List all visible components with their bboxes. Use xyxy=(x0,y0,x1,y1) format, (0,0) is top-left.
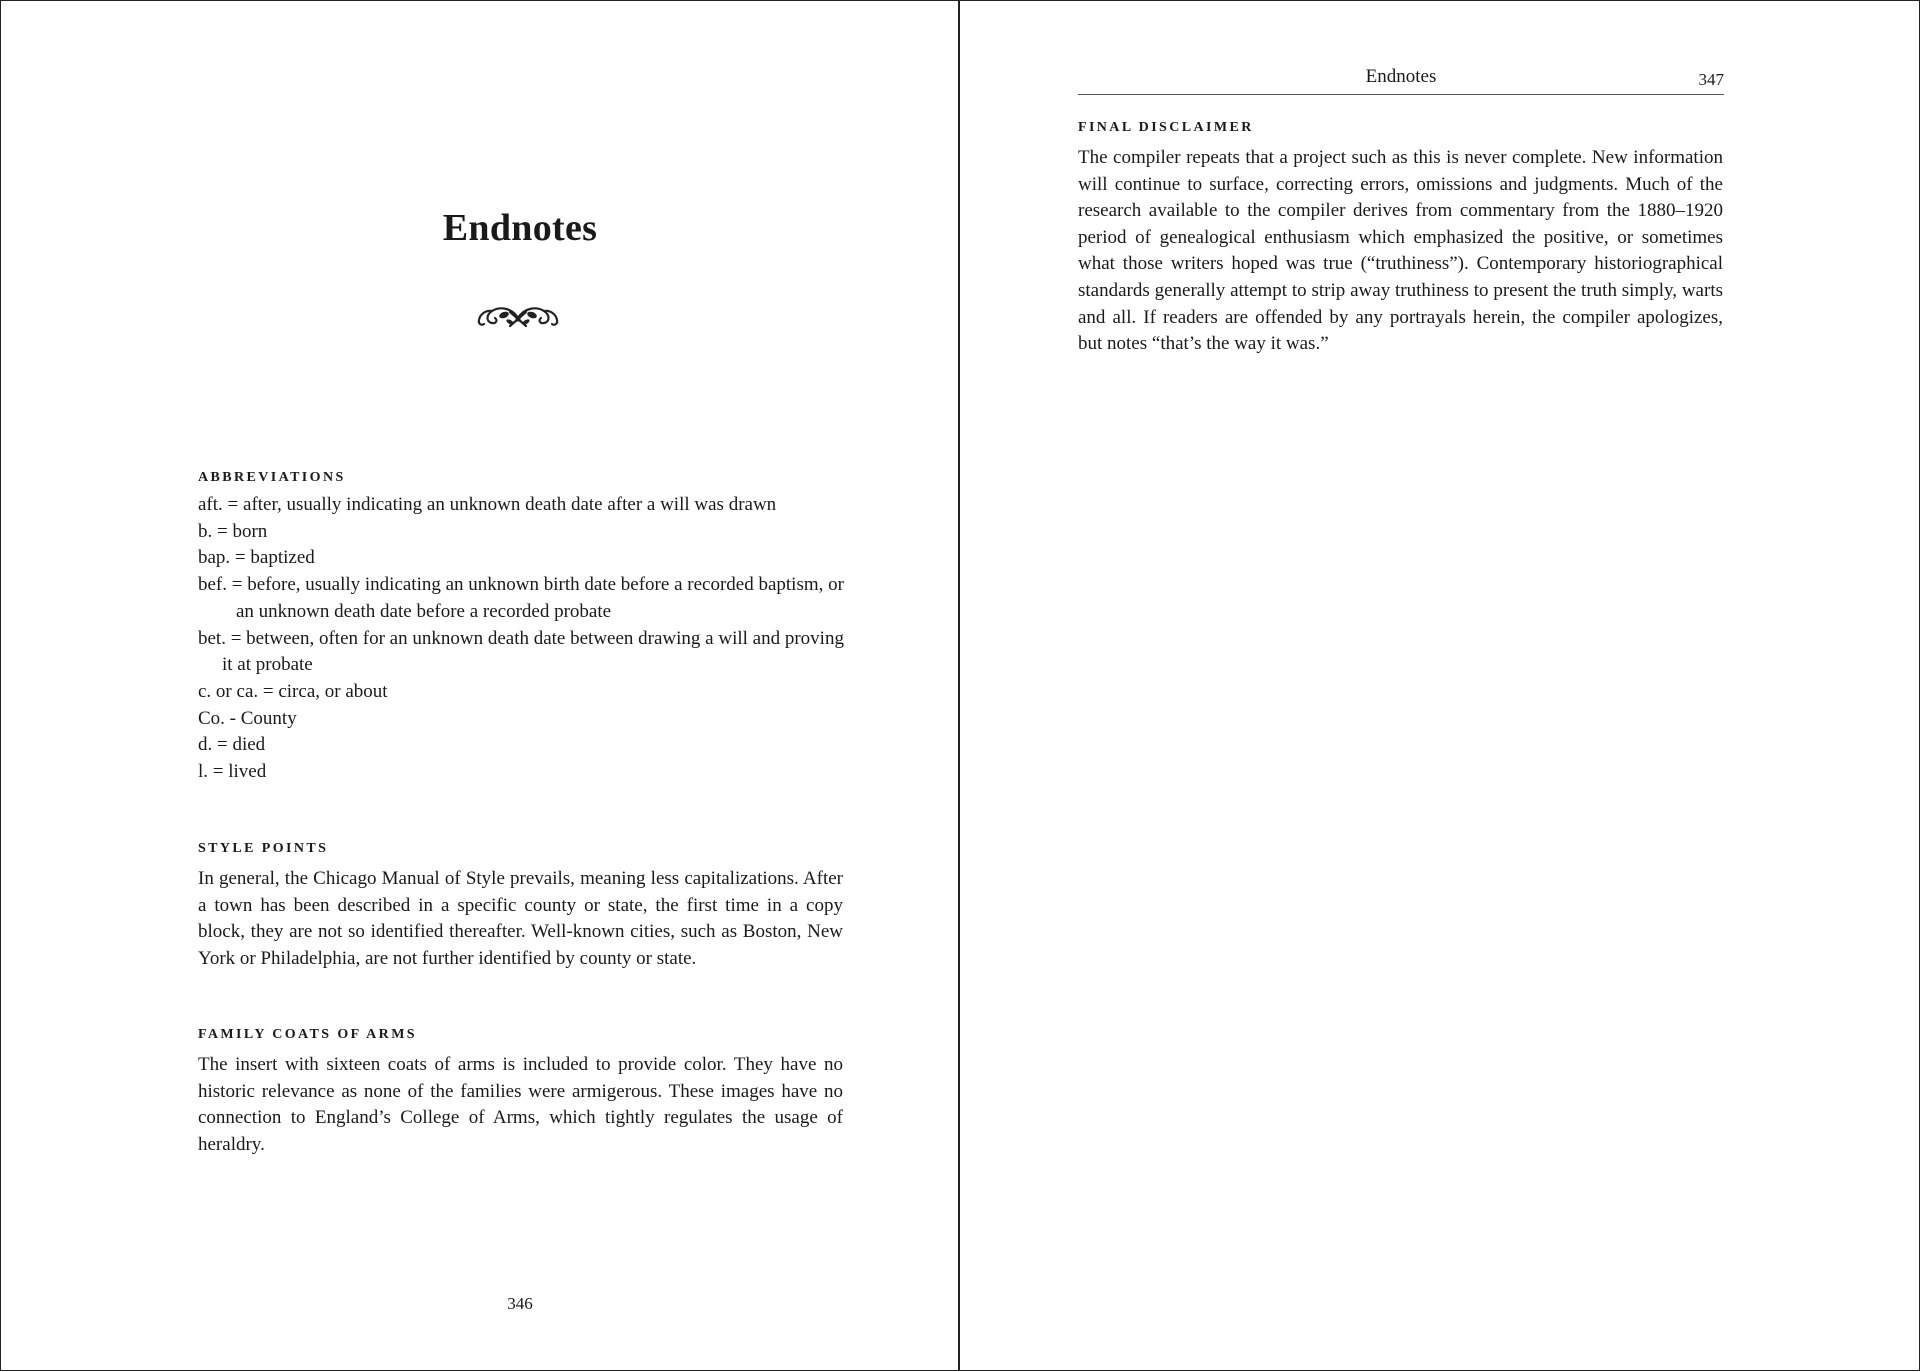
list-item: c. or ca. = circa, or about xyxy=(198,680,388,702)
floral-fleuron-icon xyxy=(476,302,560,330)
style-points-heading: STYLE POINTS xyxy=(198,841,329,856)
running-head-title: Endnotes xyxy=(1365,66,1437,87)
final-disclaimer-text: The compiler repeats that a project such as this is never complete. New information will continue to surface, correcting errors, omissions and judgments. Much of the research available to the compiler derives from commentary from the 1880–1920 period of genealogical enthusiasm which emphasized the positive, or sometimes what those writers hoped was true (“truthiness”). Contemporary historiographical standards generally attempt to strip away truthiness to present the truth simply, warts and all. If readers are offended by any portrayals herein, the compiler apologizes, but notes “that’s the way it was.” xyxy=(1078,147,1723,355)
abbreviations-list xyxy=(198,492,848,786)
list-item: d. = died xyxy=(198,734,266,756)
final-disclaimer-heading: FINAL DISCLAIMER xyxy=(1078,120,1254,135)
list-item: b. = born xyxy=(198,520,268,542)
list-item: aft. = after, usually indicating an unknown death date after a will was drawn xyxy=(198,494,777,515)
list-item: Co. - County xyxy=(198,707,297,729)
list-item: bet. = between, often for an unknown death date between drawing a will and proving it at probate xyxy=(198,627,844,676)
page-number: 347 xyxy=(1698,70,1724,89)
list-item: bef. = before, usually indicating an unknown birth date before a recorded baptism, or an unknown death date before a recorded probate xyxy=(198,574,844,622)
chapter-title: Endnotes xyxy=(442,207,598,249)
coats-of-arms-heading: FAMILY COATS OF ARMS xyxy=(198,1027,417,1042)
coats-of-arms-text: The insert with sixteen coats of arms is included to provide color. They have no historic relevance as none of the families were armigerous. These images have no connection to England’s College of Arms, which tightly regulates the usage of heraldry. xyxy=(198,1054,843,1155)
left-page xyxy=(0,0,958,1371)
list-item: l. = lived xyxy=(198,761,267,783)
abbreviations-heading: ABBREVIATIONS xyxy=(198,470,346,485)
style-points-text: In general, the Chicago Manual of Style prevails, meaning less capitalizations. After a town has been described in a specific county or state, the first time in a copy block, they are not so identified thereafter. Well-known cities, such as Boston, New York or Philadelphia, are not further identified by county or state. xyxy=(198,868,843,969)
running-head xyxy=(1078,64,1724,95)
right-page xyxy=(960,0,1920,1371)
page-number: 346 xyxy=(507,1294,533,1313)
list-item: bap. = baptized xyxy=(198,547,315,569)
